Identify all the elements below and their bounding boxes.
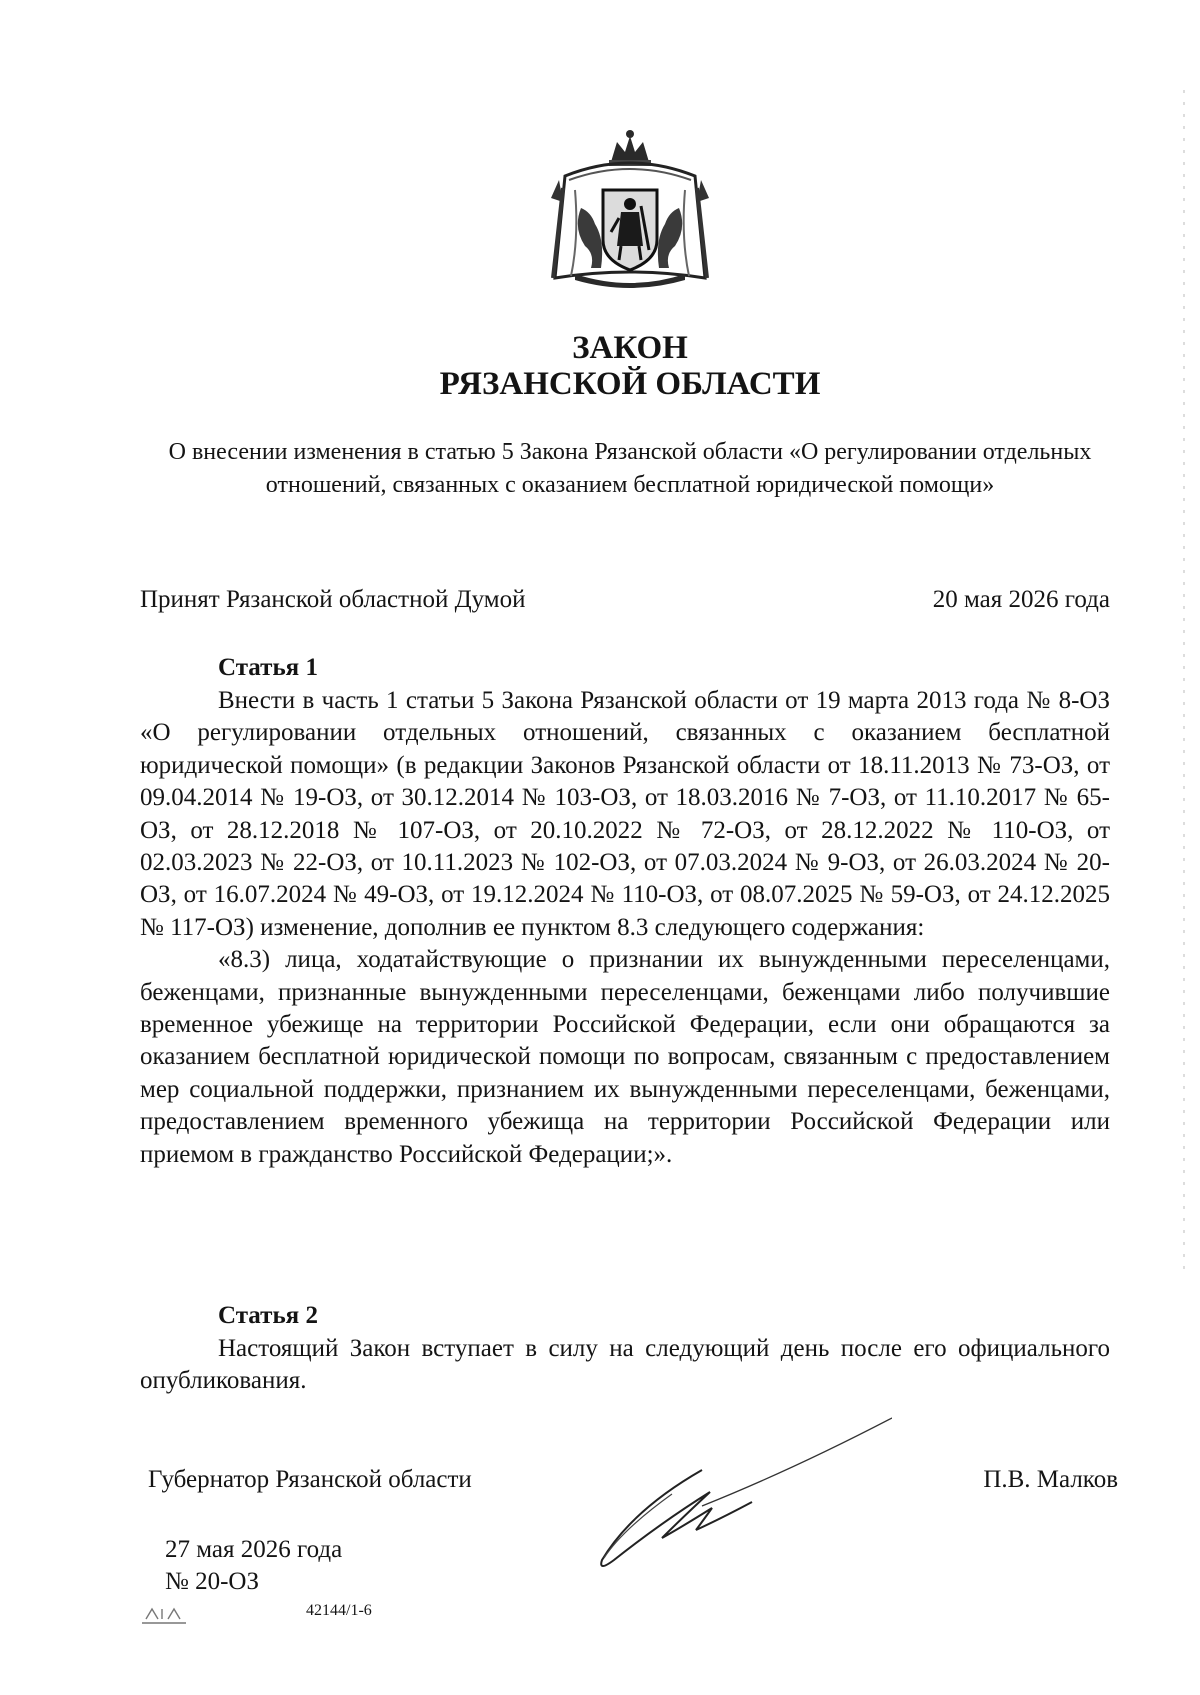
article-1-paragraph: Внести в часть 1 статьи 5 Закона Рязанской области от 19 марта 2013 года № 8-ОЗ «О регулировании отдельных отношений, связанных с оказанием бесплатной юридической помощи» (в редакции Законов Рязанской области от 18.11.2013 № 73-ОЗ, от 09.04.2014 № 19-ОЗ, от 30.12.2014 № 103-ОЗ, от 18.03.2016 № 7-ОЗ, от 11.10.2017 № 65-ОЗ, от 28.12.2018 № 107-ОЗ, от 20.10.2022 № 72-ОЗ, от 28.12.2022 № 110-ОЗ, от 02.03.2023 № 22-ОЗ, от 10.11.2023 № 102-ОЗ, от 07.03.2024 № 9-ОЗ, от 26.03.2024 № 20-ОЗ, от 16.07.2024 № 49-ОЗ, от 19.12.2024 № 110-ОЗ, от 08.07.2025 № 59-ОЗ, от 24.12.2025 № 117-ОЗ) изменение, дополнив ее пунктом 8.3 следующего содержания: bbox=[140, 687, 1110, 941]
document-title-region: РЯЗАНСКОЙ ОБЛАСТИ bbox=[439, 366, 821, 402]
law-number: № 20-ОЗ bbox=[165, 1568, 260, 1595]
stamp-mark-icon bbox=[140, 1605, 188, 1627]
document-title: ЗАКОН bbox=[572, 330, 688, 366]
coat-of-arms-icon bbox=[545, 128, 715, 296]
governor-name: П.В. Малков bbox=[983, 1466, 1118, 1493]
article-2-heading: Статья 2 bbox=[218, 1302, 318, 1329]
signing-date: 27 мая 2026 года bbox=[165, 1536, 343, 1563]
article-2-body bbox=[140, 1333, 1110, 1398]
adoption-text: Принят Рязанской областной Думой bbox=[140, 586, 526, 613]
article-1-heading: Статья 1 bbox=[218, 654, 318, 681]
scan-edge-mark bbox=[1182, 90, 1186, 1270]
article-1-quote: «8.3) лица, ходатайствующие о признании их вынужденными переселенцами, беженцами, признанные вынужденными переселенцами, беженцами либо получившие временное убежище на территории Российской Федерации, если они обращаются за оказанием бесплатной юридической помощи по вопросам, связанным с предоставлением мер социальной поддержки, признанием их вынужденными переселенцами, беженцами, предоставлением временного убежища на территории Российской Федерации или приемом в гражданство Российской Федерации;». bbox=[140, 946, 1110, 1168]
signing-info bbox=[165, 1534, 342, 1598]
adoption-date: 20 мая 2026 года bbox=[932, 586, 1110, 613]
article-1-body bbox=[140, 685, 1110, 1171]
document-subtitle: О внесении изменения в статью 5 Закона Рязанской области «О регулировании отдельных отношений, связанных с оказанием бесплатной юридической помощи» bbox=[168, 439, 1092, 498]
article-2-paragraph: Настоящий Закон вступает в силу на следующий день после его официального опубликования. bbox=[140, 1335, 1110, 1395]
handwritten-signature-icon bbox=[592, 1410, 892, 1580]
registration-number: 42144/1-6 bbox=[306, 1602, 372, 1619]
governor-position: Губернатор Рязанской области bbox=[148, 1466, 472, 1493]
